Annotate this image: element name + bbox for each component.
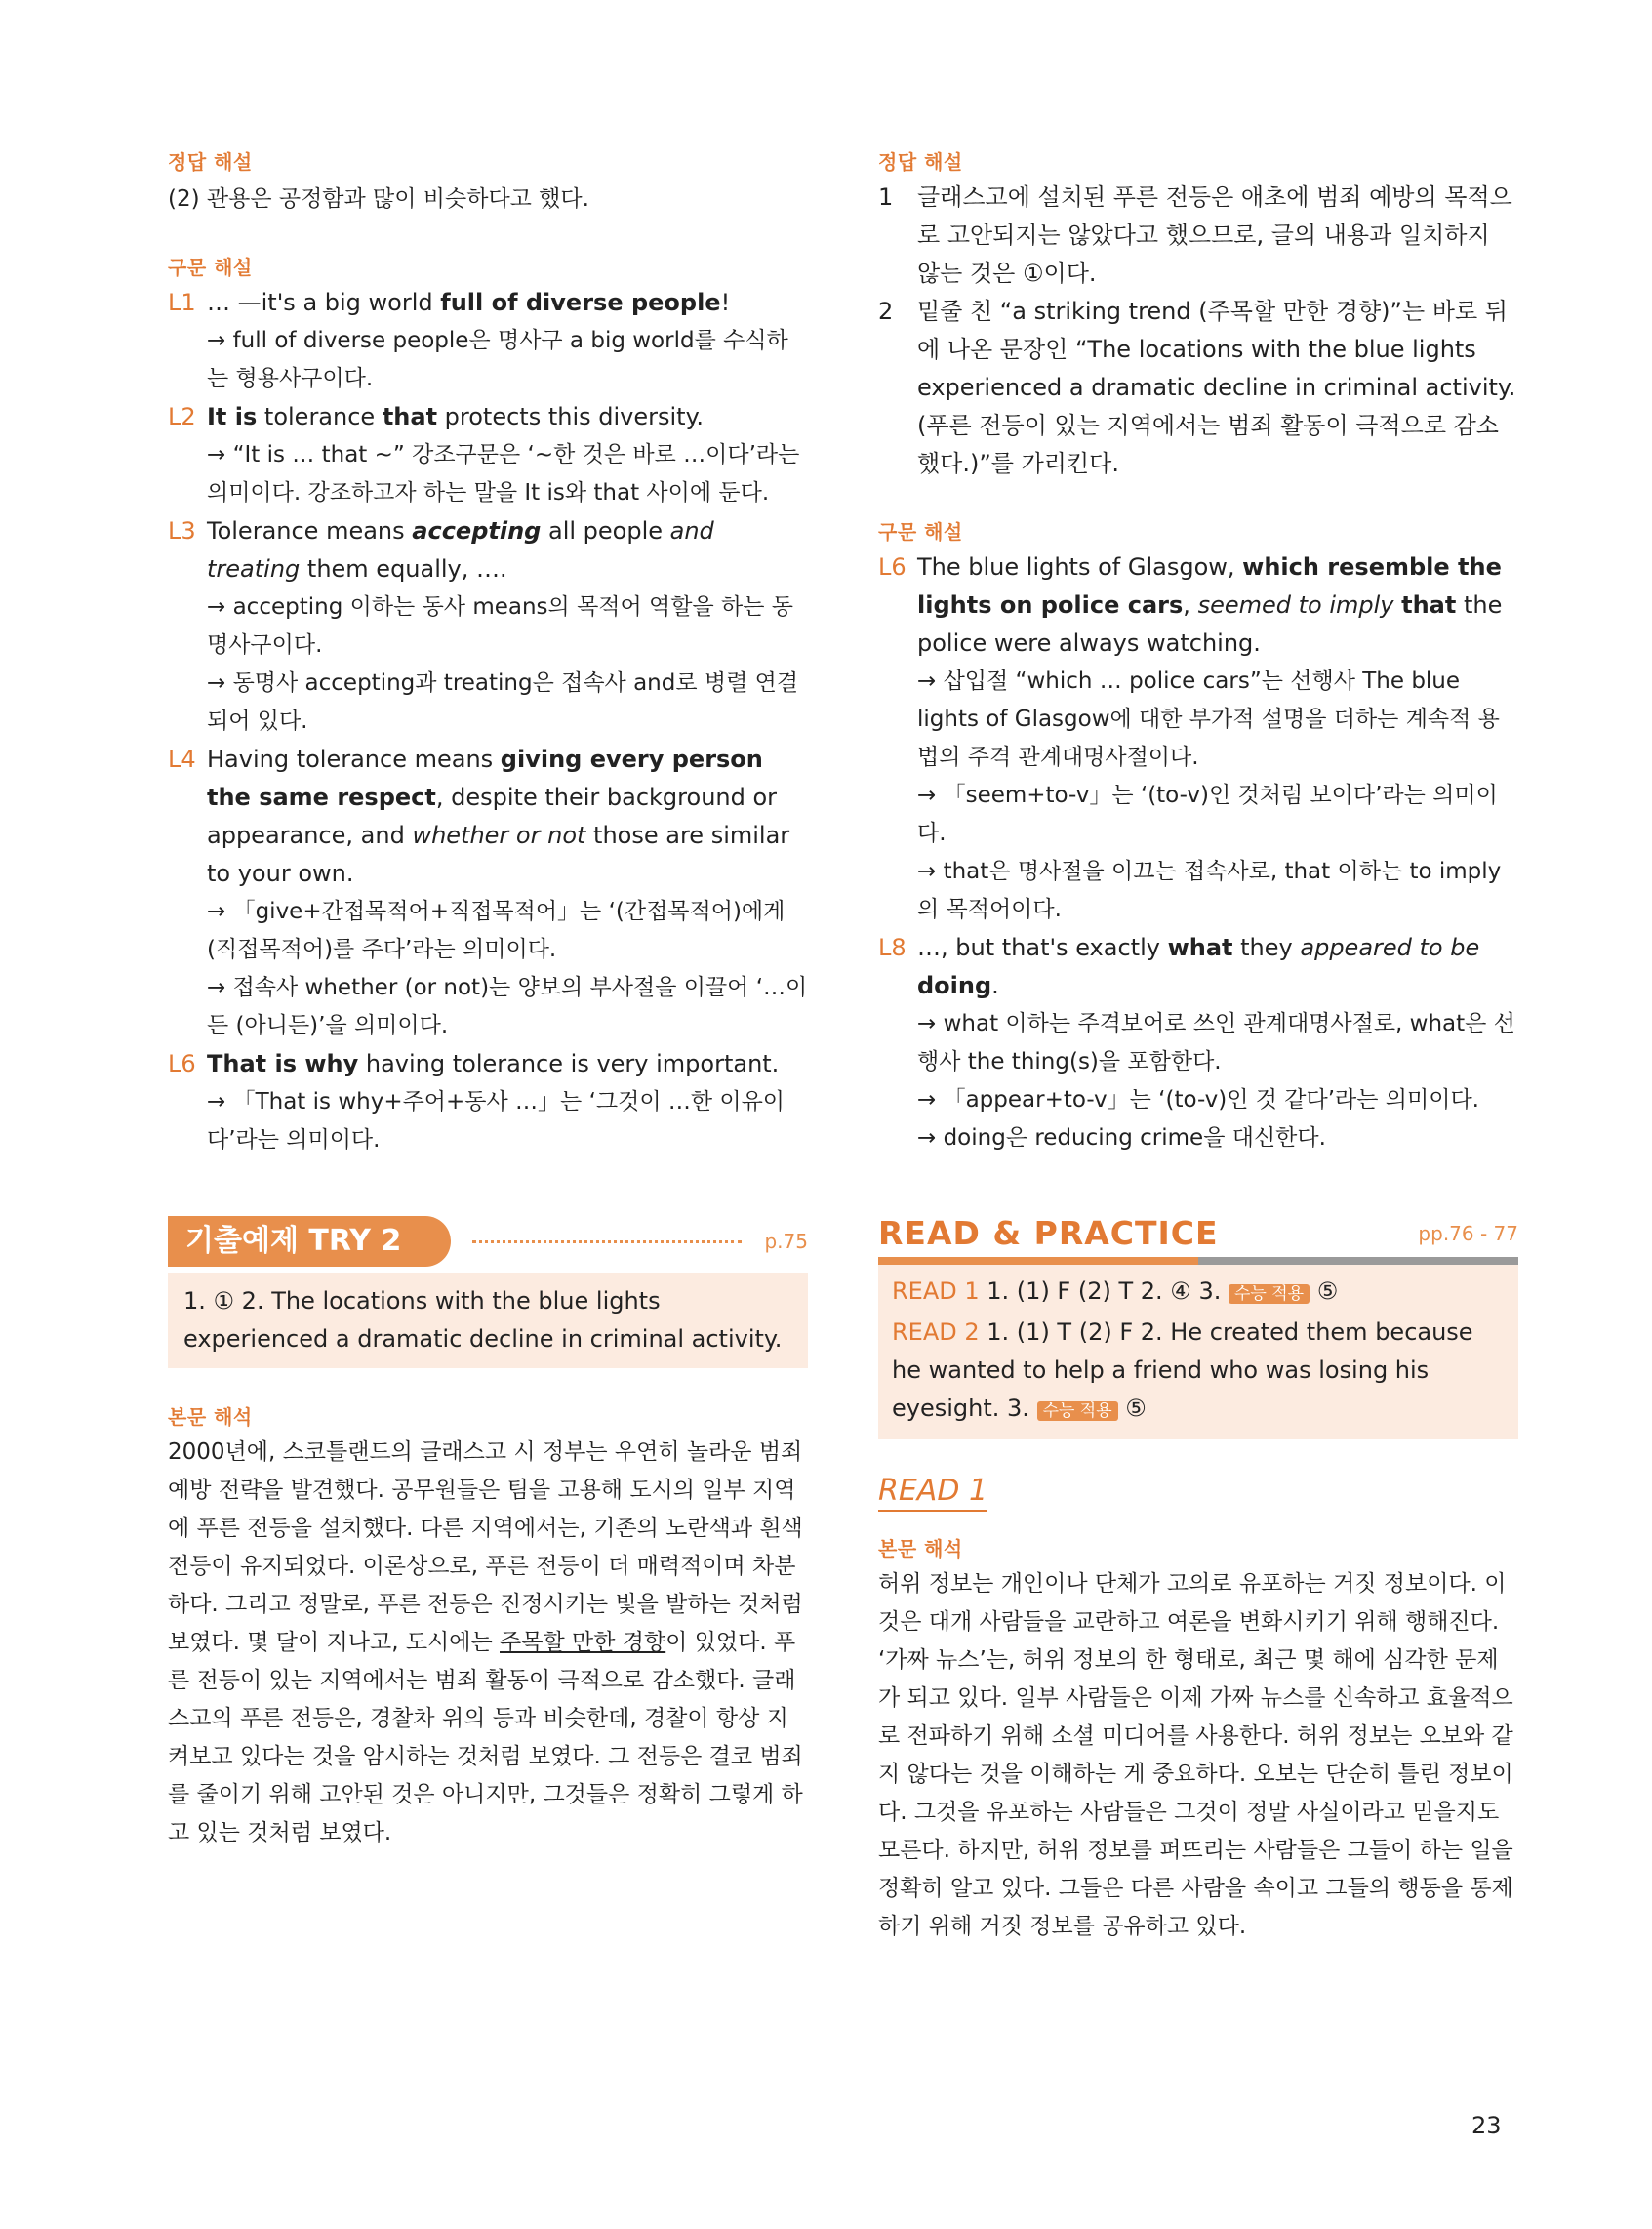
left-column (168, 146, 808, 1852)
text-run: It is (207, 403, 258, 430)
text-run: full of diverse people (440, 289, 721, 316)
answer-label-right: 정답 해설 (878, 150, 963, 174)
text-run: protects this diversity. (437, 403, 704, 430)
syntax-note: → 삽입절 “which … police cars”는 선행사 The blue lights of Glasgow에 대한 부가적 설명을 더하는 계속적 용법의 주격 관계대명사절이다. (917, 669, 1500, 770)
text-run: them equally, …. (300, 555, 507, 583)
read2-answer-choice: ⑤ (1125, 1395, 1147, 1422)
read-practice-header (878, 1214, 1518, 1257)
syntax-sentence (207, 512, 808, 588)
right-column (878, 146, 1518, 1946)
text-run (1393, 591, 1401, 619)
text-run: the police were always watching. (917, 591, 1503, 657)
text-run: tolerance (257, 403, 383, 430)
syntax-note: → that은 명사절을 이끄는 접속사로, that 이하는 to imply의 목적어이다. (917, 859, 1502, 922)
try-page-ref: p.75 (764, 1230, 808, 1253)
syntax-sentence (917, 929, 1518, 1005)
text-run: all people (541, 517, 670, 545)
csat-badge: 수능 적용 (1229, 1284, 1310, 1304)
page-number: 23 (1471, 2112, 1502, 2139)
line-ref: L4 (168, 746, 196, 773)
answer-text: (2) 관용은 공정함과 많이 비슷하다고 했다. (168, 186, 589, 212)
text-run: 이 있었다. 푸른 전등이 있는 지역에서는 범죄 활동이 극적으로 감소했다. 글래스고의 푸른 전등은, 경찰차 위의 등과 비슷한데, 경찰이 항상 지켜보고 있다는 것을 암시하는 것처럼 보였다. 그 전등은 결코 범죄를 줄이기 위해 고안된 것은 아니지만, 그것들은 정확히 그렇게 하고 있는 것처럼 보였다. (168, 1630, 803, 1845)
try-title: 기출예제 TRY 2 (168, 1216, 451, 1267)
syntax-list (168, 284, 808, 1159)
text-run: …, but that's exactly (917, 934, 1168, 961)
syntax-note: → “It is … that ~” 강조구문은 ‘~한 것은 바로 …이다’라는 의미이다. 강조하고자 하는 말을 It is와 that 사이에 둔다. (207, 442, 800, 506)
text-run: Having tolerance means (207, 746, 501, 773)
text-run: 주목할 만한 경향 (500, 1630, 666, 1655)
read2-answers (892, 1314, 1505, 1431)
text-run: … —it's a big world (207, 289, 441, 316)
text-run: . (991, 972, 999, 999)
syntax-label: 구문 해설 (168, 256, 253, 279)
text-run: The blue lights of Glasgow, (917, 553, 1243, 581)
syntax-list-right (878, 548, 1518, 1157)
syntax-note: → doing은 reducing crime을 대신한다. (917, 1125, 1326, 1151)
syntax-sentence (207, 398, 808, 436)
text-run: That is why (207, 1050, 359, 1077)
text-run: they (1232, 934, 1301, 961)
text-run: doing (917, 972, 992, 999)
text-run: ! (720, 289, 731, 316)
text-run: which resemble the lights on police cars (917, 553, 1502, 619)
text-run: that (1401, 591, 1457, 619)
syntax-note: → 「That is why+주어+동사 …」는 ‘그것이 …한 이유이다’라는 의미이다. (207, 1089, 786, 1153)
syntax-label-right: 구문 해설 (878, 520, 963, 544)
read1-label: READ 1 (892, 1277, 980, 1305)
syntax-entry (168, 512, 808, 588)
text-run: having tolerance is very important. (358, 1050, 780, 1077)
text-run: Tolerance means (207, 517, 413, 545)
text-run: what (1167, 934, 1233, 961)
read2-label: READ 2 (892, 1318, 980, 1346)
syntax-entry (878, 548, 1518, 663)
text-run: whether or not (412, 822, 586, 849)
answer-label: 정답 해설 (168, 150, 253, 174)
syntax-entry (168, 741, 808, 893)
translation-text (168, 1434, 808, 1852)
syntax-note: → 「give+간접목적어+직접목적어」는 ‘(간접목적어)에게 (직접목적어)를 주다’라는 의미이다. (207, 899, 786, 962)
syntax-note: → 동명사 accepting과 treating은 접속사 and로 병렬 연결되어 있다. (207, 670, 799, 734)
text-run: those are similar to your own. (207, 822, 790, 887)
syntax-note: → accepting 이하는 동사 means의 목적어 역할을 하는 동명사구이다. (207, 594, 793, 658)
answer-number: 1 (878, 183, 894, 211)
syntax-note: → 「appear+to-v」는 ‘(to-v)인 것 같다’라는 의미이다. (917, 1087, 1479, 1113)
read1-answer-text: 1. (1) F (2) T 2. ④ 3. (987, 1277, 1222, 1305)
text-run: seemed to imply (1197, 591, 1394, 619)
try-answer-box: 1. ① 2. The locations with the blue lights experienced a dramatic decline in criminal activity. (168, 1273, 808, 1368)
read-practice-answer-box (878, 1265, 1518, 1439)
syntax-sentence (207, 741, 808, 893)
translation-text-right: 허위 정보는 개인이나 단체가 고의로 유포하는 거짓 정보이다. 이것은 대개 사람들을 교란하고 여론을 변화시키기 위해 행해진다. ‘가짜 뉴스’는, 허위 정보의 한 형태로, 최근 몇 해에 심각한 문제가 되고 있다. 일부 사람들은 이제 가짜 뉴스를 신속하고 효율적으로 전파하기 위해 소셜 미디어를 사용한다. 허위 정보는 오보와 같지 않다는 것을 이해하는 게 중요하다. 오보는 단순히 틀린 정보이다. 그것을 유포하는 사람들은 그것이 정말 사실이라고 믿을지도 모른다. 하지만, 허위 정보를 퍼뜨리는 사람들은 그들이 하는 일을 정확히 알고 있다. 그들은 다른 사람을 속이고 그들의 행동을 통제하기 위해 거짓 정보를 공유하고 있다. (878, 1571, 1513, 1939)
answer-item (878, 293, 1518, 483)
dotted-leader (472, 1240, 742, 1243)
syntax-note: → what 이하는 주격보어로 쓰인 관계대명사절로, what은 선행사 the thing(s)을 포함한다. (917, 1011, 1515, 1074)
text-run: , despite their background or appearance, and (207, 784, 778, 849)
text-run: and treating (207, 517, 714, 583)
answer-explanation: 글래스고에 설치된 푸른 전등은 애초에 범죄 예방의 목적으로 고안되지는 않았다고 했으므로, 글의 내용과 일치하지 않는 것은 ①이다. (917, 183, 1512, 287)
line-ref: L2 (168, 403, 196, 430)
try-header (168, 1216, 808, 1267)
line-ref: L8 (878, 934, 907, 961)
syntax-sentence (207, 1045, 808, 1083)
line-ref: L3 (168, 517, 196, 545)
text-run: appeared to be (1300, 934, 1480, 961)
read-practice-pages: pp.76 - 77 (1418, 1222, 1518, 1245)
read2-answer-text: 1. (1) T (2) F 2. He created them because he wanted to help a friend who was losing his eyesight. 3. (892, 1318, 1473, 1422)
text-run: giving every person the same respect (207, 746, 763, 811)
syntax-entry (878, 929, 1518, 1005)
csat-badge: 수능 적용 (1037, 1401, 1118, 1421)
read1-answer-choice: ⑤ (1316, 1277, 1339, 1305)
header-bar (878, 1257, 1518, 1265)
translation-label-right: 본문 해석 (878, 1537, 963, 1560)
read1-answers (892, 1273, 1505, 1314)
translation-label: 본문 해석 (168, 1405, 253, 1429)
answer-item (878, 179, 1518, 293)
line-ref: L6 (878, 553, 907, 581)
answer-number: 2 (878, 298, 894, 325)
syntax-note: → 접속사 whether (or not)는 양보의 부사절을 이끌어 ‘…이든 (아니든)’을 의미이다. (207, 975, 808, 1038)
text-run: 2000년에, 스코틀랜드의 글래스고 시 정부는 우연히 놀라운 범죄 예방 전략을 발견했다. 공무원들은 팀을 고용해 도시의 일부 지역에 푸른 전등을 설치했다. 다른 지역에서는, 기존의 노란색과 흰색 전등이 유지되었다. 이론상으로, 푸른 전등이 더 매력적이며 차분하다. 그리고 정말로, 푸른 전등은 진정시키는 빛을 발하는 것처럼 보였다. 몇 달이 지나고, 도시에는 (168, 1439, 803, 1655)
syntax-sentence (207, 284, 808, 322)
answer-explanation: 밑줄 친 “a striking trend (주목할 만한 경향)”는 바로 뒤에 나온 문장인 “The locations with the blue lights experienced a dramatic decline in criminal activity. (푸른 전등이 있는 지역에서는 범죄 활동이 극적으로 감소했다.)”를 가리킨다. (917, 298, 1516, 477)
read-practice-title: READ & PRACTICE (878, 1214, 1219, 1252)
syntax-entry (168, 284, 808, 322)
text-run: that (382, 403, 438, 430)
syntax-entry (168, 398, 808, 436)
syntax-entry (168, 1045, 808, 1083)
text-run: accepting (412, 517, 542, 545)
read1-heading: READ 1 (878, 1474, 987, 1512)
answer-list (878, 179, 1518, 483)
syntax-note: → full of diverse people은 명사구 a big world를 수식하는 형용사구이다. (207, 328, 788, 391)
text-run: , (1183, 591, 1198, 619)
line-ref: L1 (168, 289, 196, 316)
line-ref: L6 (168, 1050, 196, 1077)
syntax-sentence (917, 548, 1518, 663)
syntax-note: → 「seem+to-v」는 ‘(to-v)인 것처럼 보이다’라는 의미이다. (917, 783, 1498, 846)
